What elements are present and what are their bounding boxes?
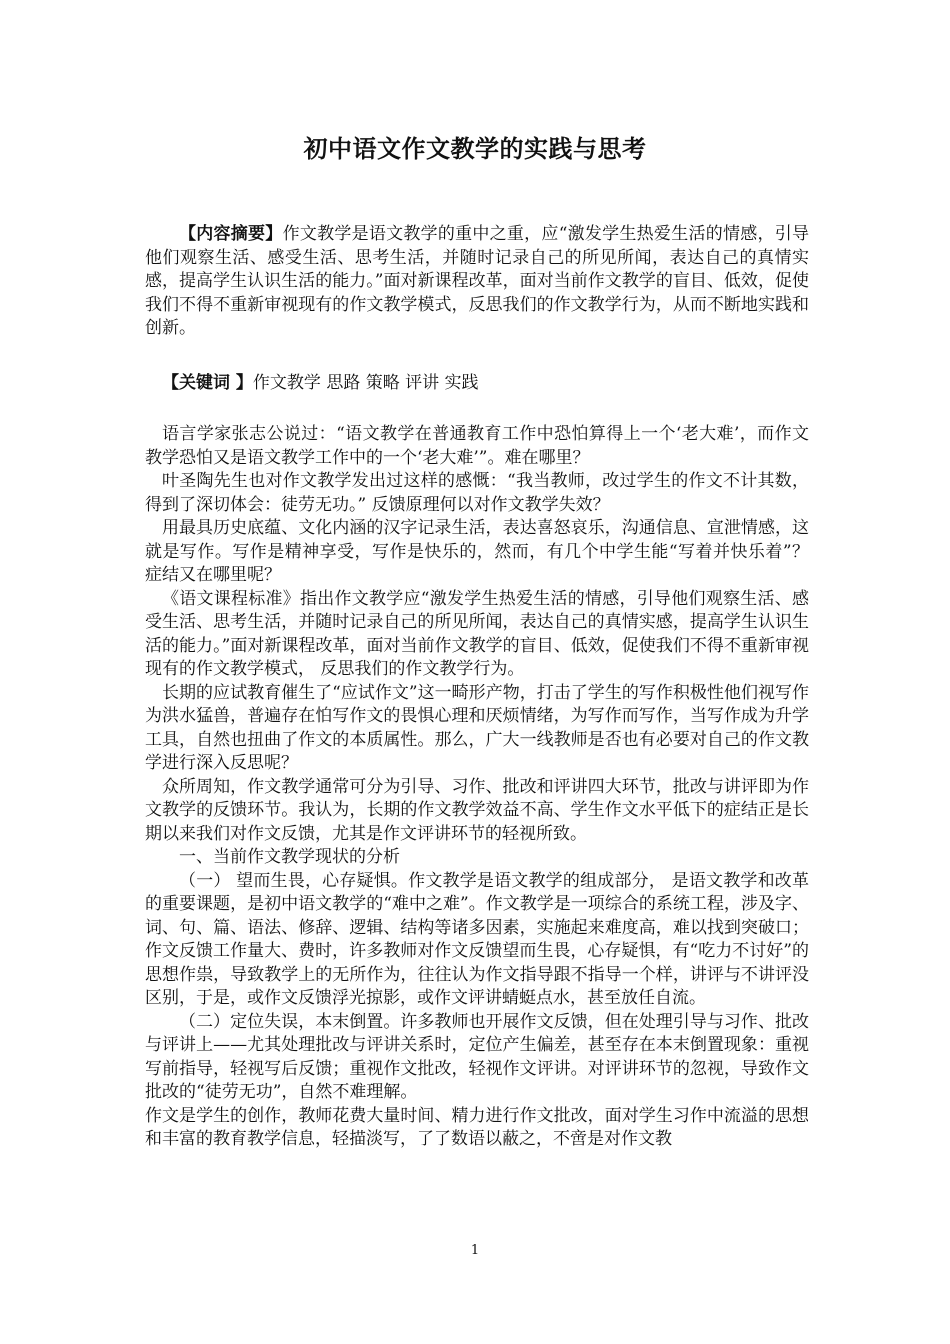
paragraph: 语言学家张志公说过：“语文教学在普通教育工作中恐怕算得上一个‘老大难’，而作文教学恐怕又是语文教学工作中的一个‘老大难’”。难在哪里？ [145, 424, 809, 468]
paragraph: 《语文课程标准》指出作文教学应“激发学生热爱生活的情感，引导他们观察生活、感受生活、思考生活，并随时记录自己的所见所闻，表达自己的真情实感，提高学生认识生活的能力。”面对新课程改革，面对当前作文教学的盲目、低效，促使我们不得不重新审视现有的作文教学模式， 反思我们的作文教学行为。 [145, 588, 809, 679]
abstract-label: 【内容摘要】 [179, 224, 283, 244]
section-heading: 一、当前作文教学现状的分析 [179, 847, 400, 867]
section-paragraph: （一） 望而生畏，心存疑惧。作文教学是语文教学的组成部分， 是语文教学和改革的重要课题，是初中语文教学的“难中之难”。作文教学是一项综合的系统工程，涉及字、词、句、篇、语法、修辞、逻辑、结构等诸多因素，实施起来难度高，难以找到突破口；作文反馈工作量大、费时，许多教师对作文反馈望而生畏，心存疑惧，有“吃力不讨好”的思想作祟，导致教学上的无所作为，往往认为作文指导跟不指导一个样，讲评与不讲评没区别，于是，或作文反馈浮光掠影，或作文评讲蜻蜓点水，甚至放任自流。 [145, 870, 809, 1008]
paragraph: 长期的应试教育催生了“应试作文”这一畸形产物，打击了学生的写作积极性他们视写作为洪水猛兽，普遍存在怕写作文的畏惧心理和厌烦情绪，为写作而写作，当写作成为升学工具，自然也扭曲了作文的本质属性。那么，广大一线教师是否也有必要对自己的作文教学进行深入反思呢？ [145, 682, 809, 773]
abstract-section [145, 223, 809, 341]
keywords-section [145, 372, 809, 396]
section-paragraph: （二）定位失误，本末倒置。许多教师也开展作文反馈，但在处理引导与习作、批改与评讲上——尤其处理批改与评讲关系时，定位产生偏差，甚至存在本末倒置现象：重视写前指导，轻视写后反馈；重视作文批改，轻视作文评讲。对评讲环节的忽视，导致作文批改的“徒劳无功”，自然不难理解。 [145, 1011, 809, 1102]
page-number: 1 [470, 1243, 480, 1258]
paragraph: 用最具历史底蕴、文化内涵的汉字记录生活，表达喜怒哀乐，沟通信息、宣泄情感，这就是写作。写作是精神享受，写作是快乐的，然而，有几个中学生能“写着并快乐着”？ 症结又在哪里呢？ [145, 518, 809, 585]
closing-paragraph: 作文是学生的创作，教师花费大量时间、精力进行作文批改，面对学生习作中流溢的思想和丰富的教育教学信息，轻描淡写，了了数语以蔽之，不啻是对作文教 [145, 1105, 809, 1149]
body-text [145, 423, 809, 1152]
document-title: 初中语文作文教学的实践与思考 [303, 134, 647, 163]
keywords-text: 作文教学 思路 策略 评讲 实践 [252, 373, 479, 393]
paragraph: 众所周知，作文教学通常可分为引导、习作、批改和评讲四大环节，批改与讲评即为作文教学的反馈环节。我认为，长期的作文教学效益不高、学生作文水平低下的症结正是长期以来我们对作文反馈，尤其是作文评讲环节的轻视所致。 [145, 776, 809, 844]
keywords-label: 【关键词 】 [162, 373, 253, 393]
paragraph: 叶圣陶先生也对作文教学发出过这样的感慨：“我当教师，改过学生的作文不计其数，得到了深切体会：徒劳无功。” 反馈原理何以对作文教学失效？ [145, 471, 809, 515]
abstract-text: 作文教学是语文教学的重中之重，应“激发学生热爱生活的情感，引导他们观察生活、感受生活、思考生活，并随时记录自己的所见所闻，表达自己的真情实感，提高学生认识生活的能力。”面对新课程改革，面对当前作文教学的盲目、低效，促使我们不得不重新审视现有的作文教学模式，反思我们的作文教学行为，从而不断地实践和创新。 [145, 224, 809, 338]
